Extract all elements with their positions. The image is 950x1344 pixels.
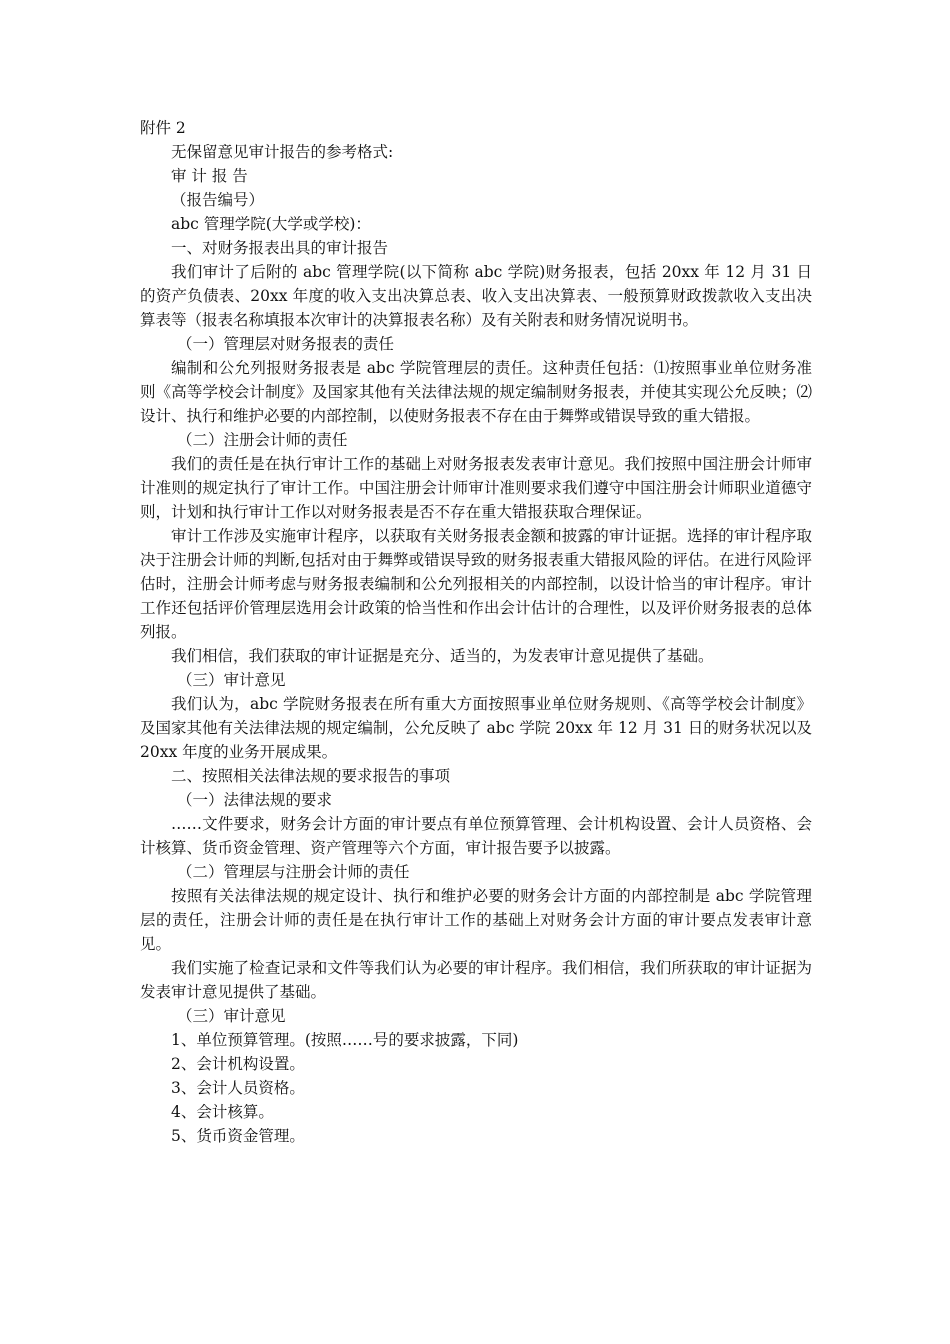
section2-sub2-paragraph-2: 我们实施了检查记录和文件等我们认为必要的审计程序。我们相信，我们所获取的审计证据为发表审计意见提供了基础。	[140, 959, 812, 1001]
section1-sub2-heading: （二）注册会计师的责任	[177, 431, 348, 449]
intro-line: 无保留意见审计报告的参考格式:	[171, 143, 394, 161]
section2-sub3-heading: （三）审计意见	[177, 1007, 286, 1025]
list-item: 5、货币资金管理。	[171, 1127, 305, 1145]
document-page	[140, 116, 812, 1148]
section1-sub3-heading: （三）审计意见	[177, 671, 286, 689]
addressee: abc 管理学院(大学或学校)：	[171, 215, 371, 233]
section1-sub1-heading: （一）管理层对财务报表的责任	[177, 335, 395, 353]
list-item: 3、会计人员资格。	[171, 1079, 305, 1097]
section1-heading: 一、对财务报表出具的审计报告	[171, 239, 389, 257]
report-number: （报告编号）	[171, 191, 265, 209]
section1-sub2-paragraph-3: 我们相信，我们获取的审计证据是充分、适当的，为发表审计意见提供了基础。	[171, 647, 714, 665]
report-title: 审 计 报 告	[171, 167, 248, 185]
section1-sub1-paragraph: 编制和公允列报财务报表是 abc 学院管理层的责任。这种责任包括：⑴按照事业单位财务准则《高等学校会计制度》及国家其他有关法律法规的规定编制财务报表，并使其实现公允反映；⑵设计、执行和维护必要的内部控制，以使财务报表不存在由于舞弊或错误导致的重大错报。	[140, 359, 812, 425]
list-item: 1、单位预算管理。(按照……号的要求披露，下同)	[171, 1031, 519, 1049]
section2-sub1-heading: （一）法律法规的要求	[177, 791, 333, 809]
section2-sub1-paragraph: ……文件要求，财务会计方面的审计要点有单位预算管理、会计机构设置、会计人员资格、会计核算、货币资金管理、资产管理等六个方面，审计报告要予以披露。	[140, 815, 812, 857]
section2-heading: 二、按照相关法律法规的要求报告的事项	[171, 767, 451, 785]
section1-sub2-paragraph-1: 我们的责任是在执行审计工作的基础上对财务报表发表审计意见。我们按照中国注册会计师审计准则的规定执行了审计工作。中国注册会计师审计准则要求我们遵守中国注册会计师职业道德守则，计划和执行审计工作以对财务报表是否不存在重大错报获取合理保证。	[140, 455, 812, 521]
section2-sub2-heading: （二）管理层与注册会计师的责任	[177, 863, 410, 881]
list-item: 2、会计机构设置。	[171, 1055, 305, 1073]
section1-sub2-paragraph-2: 审计工作涉及实施审计程序，以获取有关财务报表金额和披露的审计证据。选择的审计程序取决于注册会计师的判断,包括对由于舞弊或错误导致的财务报表重大错报风险的评估。在进行风险评估时，注册会计师考虑与财务报表编制和公允列报相关的内部控制，以设计恰当的审计程序。审计工作还包括评价管理层选用会计政策的恰当性和作出会计估计的合理性，以及评价财务报表的总体列报。	[140, 527, 812, 641]
section1-paragraph: 我们审计了后附的 abc 管理学院(以下简称 abc 学院)财务报表，包括 20xx 年 12 月 31 日的资产负债表、20xx 年度的收入支出决算总表、收入支出决算表、一般预算财政拨款收入支出决算表等（报表名称填报本次审计的决算报表名称）及有关附表和财务情况说明书。	[140, 263, 812, 329]
section1-sub3-paragraph: 我们认为，abc 学院财务报表在所有重大方面按照事业单位财务规则、《高等学校会计制度》及国家其他有关法律法规的规定编制，公允反映了 abc 学院 20xx 年 12 月 31 日的财务状况以及 20xx 年度的业务开展成果。	[140, 695, 812, 761]
section2-sub2-paragraph-1: 按照有关法律法规的规定设计、执行和维护必要的财务会计方面的内部控制是 abc 学院管理层的责任，注册会计师的责任是在执行审计工作的基础上对财务会计方面的审计要点发表审计意见。	[140, 887, 812, 953]
list-item: 4、会计核算。	[171, 1103, 274, 1121]
attachment-label: 附件 2	[140, 119, 186, 137]
